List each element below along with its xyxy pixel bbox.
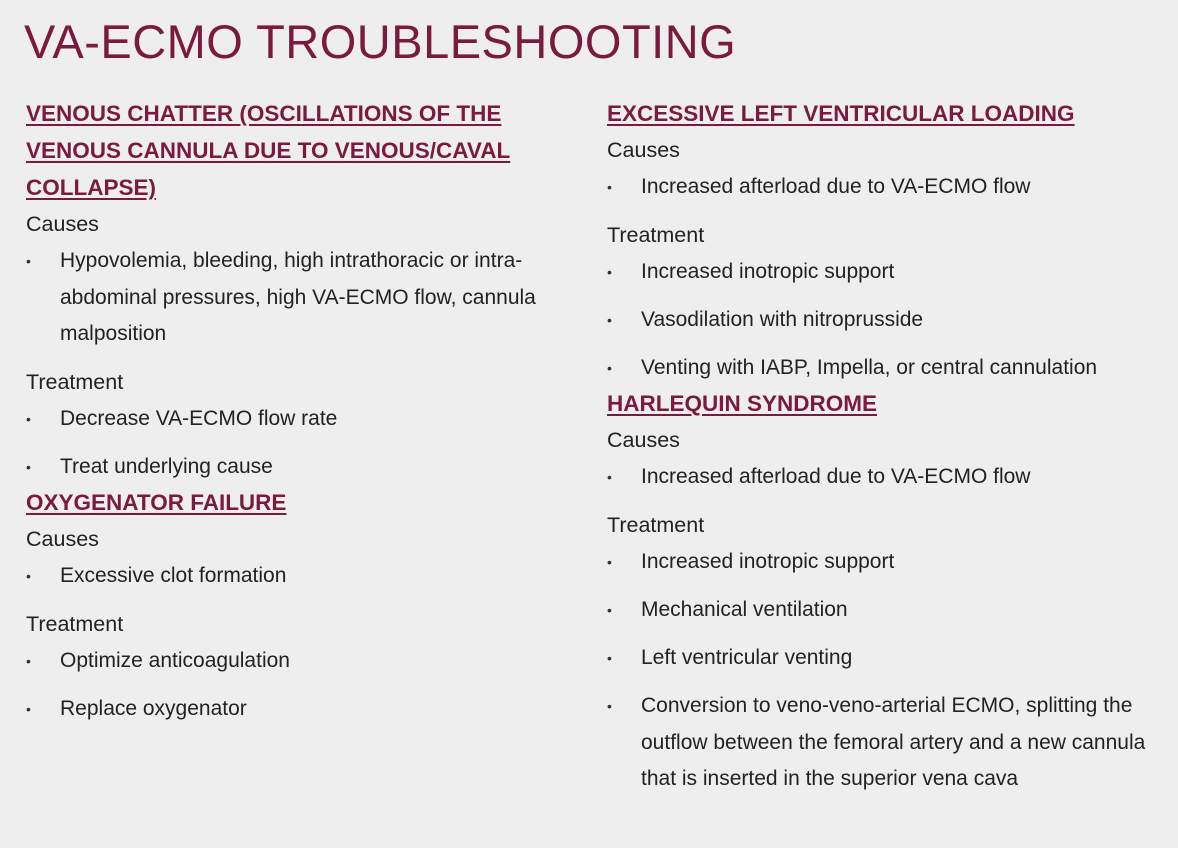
causes-label: Causes [607, 138, 680, 162]
section-lv-loading [607, 95, 1167, 387]
section-oxygenator-failure [26, 484, 586, 728]
causes-list [26, 243, 586, 353]
treatment-list [607, 544, 1167, 798]
list-item: • Replace oxygenator [26, 691, 586, 728]
treatment-label: Treatment [607, 513, 705, 537]
list-item: • Left ventricular venting [607, 640, 1167, 677]
section-heading: VENOUS CHATTER (OSCILLATIONS OF THE VENOUS CANNULA DUE TO VENOUS/CAVAL COLLAPSE) [26, 101, 511, 200]
list-item: • Vasodilation with nitroprusside [607, 302, 1167, 339]
list-item: • Increased inotropic support [607, 544, 1167, 581]
section-harlequin-syndrome [607, 385, 1167, 798]
treatment-list [26, 643, 586, 728]
list-item: • Increased inotropic support [607, 254, 1167, 291]
treatment-label: Treatment [26, 612, 124, 636]
list-item: • Increased afterload due to VA-ECMO flow [607, 169, 1167, 206]
section-heading: HARLEQUIN SYNDROME [607, 391, 878, 416]
section-heading: OXYGENATOR FAILURE [26, 490, 287, 515]
causes-label: Causes [26, 212, 99, 236]
treatment-label: Treatment [607, 223, 705, 247]
page-title: VA-ECMO TROUBLESHOOTING [24, 15, 737, 68]
list-item: • Hypovolemia, bleeding, high intrathoracic or intra-abdominal pressures, high VA-ECMO flow, cannula malposition [26, 243, 550, 353]
list-item: • Venting with IABP, Impella, or central cannulation [607, 350, 1167, 387]
causes-list [607, 169, 1167, 206]
list-item: • Mechanical ventilation [607, 592, 1167, 629]
list-item: • Increased afterload due to VA-ECMO flow [607, 459, 1167, 496]
list-item: • Treat underlying cause [26, 449, 586, 486]
causes-list [26, 558, 586, 595]
list-item: • Decrease VA-ECMO flow rate [26, 401, 586, 438]
list-item: • Excessive clot formation [26, 558, 586, 595]
right-column [607, 95, 1167, 809]
treatment-list [26, 401, 586, 486]
treatment-list [607, 254, 1167, 387]
causes-label: Causes [607, 428, 680, 452]
treatment-label: Treatment [26, 370, 124, 394]
causes-label: Causes [26, 527, 99, 551]
section-heading: EXCESSIVE LEFT VENTRICULAR LOADING [607, 101, 1075, 126]
causes-list [607, 459, 1167, 496]
left-column [26, 95, 586, 739]
section-venous-chatter [26, 95, 586, 486]
list-item: • Conversion to veno-veno-arterial ECMO, splitting the outflow between the femoral artery and a new cannula that is inserted in the superior vena cava [607, 688, 1156, 798]
list-item: • Optimize anticoagulation [26, 643, 586, 680]
